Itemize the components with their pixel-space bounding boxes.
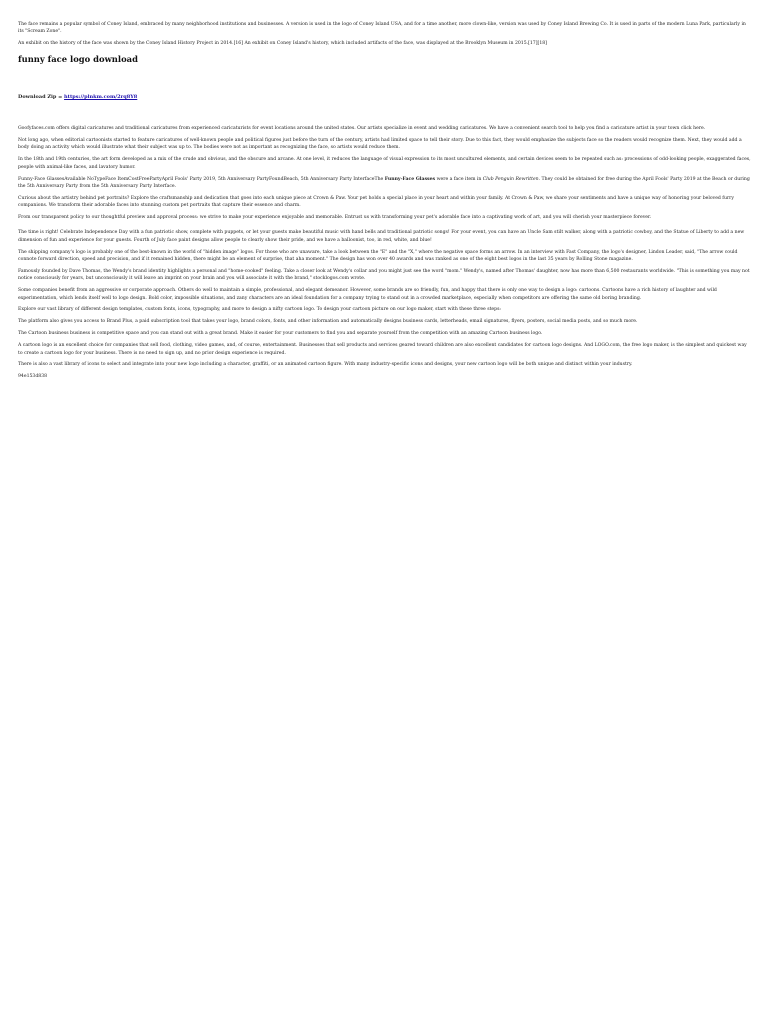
paragraph-cartoon-brands: Some companies benefit from an aggressive or corporate approach. Others do well to maintain a simple, professional, and elegant demeanor. However, some brands are so friendly, fun, and happy that there is only one way to design a logo: cartoons. Cartoons have a rich history of laughter and wild experimentation, which lends itself well to logo design. Bold color, impossible situations, and zany characters are an ideal foundation for a company trying to stand out in a crowded marketplace, especially when competitors are offering the same old boring branding. <box>18 288 717 301</box>
intro-paragraph-2: An exhibit on the history of the face was shown by the Coney Island History Project in 2014.[16] An exhibit on Coney Island's history, which included artifacts of the face, was displayed at the Brooklyn Museum in 2015.[17][18] <box>18 41 547 47</box>
paragraph-wendys: Famously founded by Dave Thomas, the Wendy's brand identity highlights a personal and "home-cooked" feeling. Take a closer look at Wendy's collar and you might just see the word "mom." Wendy's, named after Thomas' daughter, now has more than 6,500 restaurants worldwide. "This is something you may not notice consciously for years, but unconsciously it will leave an imprint on your brain and you will associate it with the brand," stocklogos.com wrote. <box>18 268 750 282</box>
paragraph-art-history: In the 18th and 19th centuries, the art form developed as a mix of the crude and obvious, and the obscure and arcane. At one level, it reduces the language of visual expression to its most uncultured elements, and certain devices seem to be repeated such as: processions of odd-looking people, exaggerated faces, people with animal-like faces, and lavatory humor. <box>18 157 751 170</box>
download-link[interactable]: https://plnkm.com/2rq8Y8 <box>64 93 138 100</box>
footer-code: 94e153d838 <box>18 374 48 380</box>
glasses-bold: Funny-Face Glasses <box>384 176 436 182</box>
paragraph-pet-portraits: Curious about the artistry behind pet portraits? Explore the craftsmanship and dedication that goes into each unique piece at Crown & Paw. Your pet holds a special place in your heart and within your family. At Crown & Paw, we share your sentiments and have a unique way of honoring your beloved furry companions. We transform their adorable faces into stunning custom pet portraits that capture their essence and charm. <box>18 195 734 209</box>
paragraph-goofyfaces: Goofyfaces.com offers digital caricatures and traditional caricatures from experienced caricaturists for event locations around the united states. Our artists specialize in event and wedding caricatures. We have a convenient search tool to help you find a caricature artist in your town click here. <box>18 126 706 132</box>
document-page <box>0 0 770 381</box>
paragraph-design-library: Explore our vast library of different design templates, custom fonts, icons, typography, and more to design a nifty cartoon logo. To design your cartoon picture on our logo maker, start with these three steps: <box>18 307 501 313</box>
download-line <box>18 94 752 101</box>
paragraph-independence-day: The time is right! Celebrate Independence Day with a fun patriotic show, complete with puppets, or let your guests make beautiful music with hand bells and traditional patriotic songs! For your event, you can have an Uncle Sam stilt walker, along with a patriotic cowboy, and the Statue of Liberty to add a new dimension of fun and experience for your guests. Fourth of July face paint designs allow people to clearly show their pride, and we have a balloonist, too, in red, white, and blue! <box>18 230 745 243</box>
paragraph-editorial-cartoonists: Not long ago, when editorial cartoonists started to feature caricatures of well-known people and political figures just before the turn of the century, artists had limited space to tell their story. Due to this fact, they would emphasize the subjects face so the readers would recognize them. Next, they would add a body doing an activity which would illustrate what their subject was up to. The bodies were not as important as recognizing the face, so artists would reduce them. <box>18 138 742 151</box>
paragraph-funny-face-glasses <box>18 176 752 191</box>
intro-paragraph-1: The face remains a popular symbol of Coney Island, embraced by many neighborhood institutions and businesses. A version is used in the logo of Coney Island USA, and for a time another, more clown-like, version was used by Coney Island Brewing Co. It is used in parts of the modern Luna Park, particularly in its "Scream Zone". <box>18 22 746 35</box>
glasses-italic: Club Penguin Rewritten <box>482 176 539 182</box>
paragraph-shipping-logo: The shipping company's logo is probably one of the best-known in the world of "hidden image" logos. For those who are unaware, take a look between the "E" and the "X," where the negative space forms an arrow. In an interview with Fast Company, the logo's designer, Lindon Leader, said, "The arrow could connote forward direction, speed and precision, and if it remained hidden, there might be an element of surprise, that aha moment." The design has won over 40 awards and was ranked as one of the eight best logos in the last 35 years by Rolling Stone magazine. <box>18 249 738 262</box>
paragraph-brand-plus: The platform also gives you access to Brand Plus, a paid subscription tool that takes your logo, brand colors, fonts, and other information and automatically designs business cards, letterheads, email signatures, flyers, posters, social media posts, and so much more. <box>18 319 638 325</box>
page-title: funny face logo download <box>18 53 138 64</box>
glasses-text-e: . They could be obtained for free during the April Fools' Party 2019 at the Beach or during the 5th Anniversary Party from the 5th Anniversary Party Interface. <box>18 176 750 190</box>
download-label: Download Zip = <box>18 93 63 100</box>
glasses-text-a: Funny-Face GlassesAvailable NoTypeFace ItemCostFreePartyApril Fools' Party 2019, 5th Anniversary PartyFoundBeach, 5th Anniversary Party InterfaceThe <box>18 176 385 182</box>
paragraph-transparent-policy: From our transparent policy to our thoughtful preview and approval process: we strive to make your experience enjoyable and memorable. Entrust us with transforming your pet's adorable face into a captivating work of art, and you will cherish your masterpiece forever. <box>18 215 652 221</box>
paragraph-cartoon-logo-choice: A cartoon logo is an excellent choice for companies that sell food, clothing, video games, and, of course, entertainment. Businesses that sell products and services geared toward children are also excellent candidates for cartoon logo designs. And LOGO.com, the free logo maker, is the simplest and quickest way to create a cartoon logo for your business. There is no need to sign up, and no prior design experience is required. <box>18 343 747 356</box>
glasses-text-c: were a face item in <box>435 176 483 182</box>
paragraph-cartoon-business: The Cartoon business business is competitive space and you can stand out with a great brand. Make it easier for your customers to find you and separate yourself from the competition with an amazing Cartoon business logo. <box>18 331 543 337</box>
paragraph-icon-library: There is also a vast library of icons to select and integrate into your new logo including a character, graffiti, or an animated cartoon figure. With many industry-specific icons and designs, your new cartoon logo will be both unique and distinct within your industry. <box>18 362 633 368</box>
